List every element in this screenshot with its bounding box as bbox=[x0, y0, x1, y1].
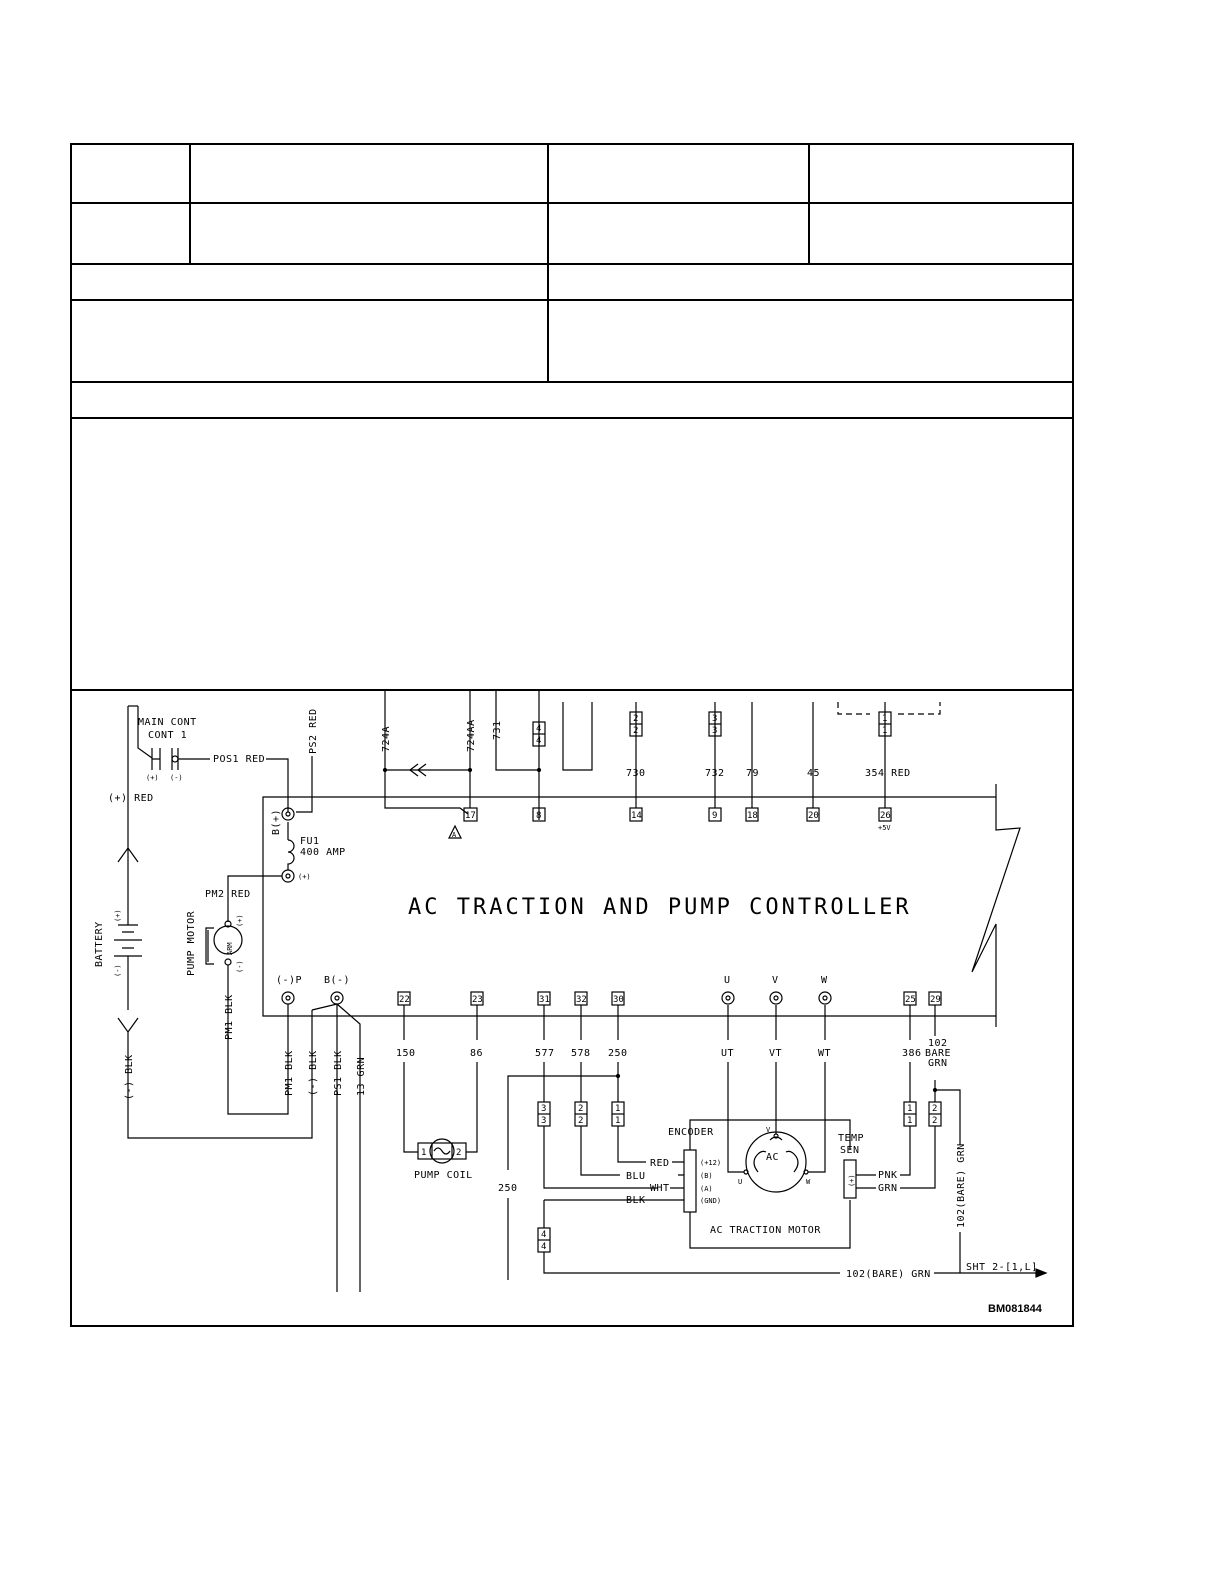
pump-motor-label: PUMP MOTOR bbox=[186, 910, 197, 976]
wire-neg-blk: (-) BLK bbox=[124, 1054, 135, 1100]
encoder-wire-wht: WHT bbox=[650, 1183, 670, 1194]
wire-ut: UT bbox=[721, 1048, 735, 1059]
fuse-rating: 400 AMP bbox=[300, 847, 346, 858]
wire-731: 731 bbox=[492, 720, 503, 740]
conn-t1-bottom: 1 bbox=[907, 1116, 913, 1126]
main-cont-pos: (+) bbox=[146, 774, 159, 782]
wire-pos-red: (+) RED bbox=[108, 793, 154, 804]
wire-386: 386 bbox=[902, 1048, 922, 1059]
wire-102-line3: GRN bbox=[928, 1058, 948, 1069]
conn-b1-bottom: 1 bbox=[615, 1116, 621, 1126]
pin-14: 14 bbox=[631, 811, 642, 821]
conn-t2-bottom: 2 bbox=[932, 1116, 938, 1126]
wiring-lines bbox=[114, 690, 1046, 1292]
terminal-b-plus: B(+) bbox=[271, 808, 282, 835]
temp-sensor-grn: GRN bbox=[878, 1183, 898, 1194]
encoder-pin-a: (A) bbox=[700, 1185, 713, 1193]
encoder-pin-12v: (+12) bbox=[700, 1159, 722, 1167]
pin-8: 8 bbox=[536, 811, 542, 821]
terminal-u: U bbox=[724, 975, 731, 986]
conn-b4-bottom: 4 bbox=[541, 1242, 547, 1252]
pin-20: 20 bbox=[808, 811, 819, 821]
temp-sensor-label1: TEMP bbox=[838, 1133, 865, 1144]
battery-label: BATTERY bbox=[94, 921, 105, 967]
pin-25: 25 bbox=[905, 995, 916, 1005]
pin-31: 31 bbox=[539, 995, 550, 1005]
conn-b2-top: 2 bbox=[578, 1104, 584, 1114]
motor-phase-w: W bbox=[806, 1178, 811, 1186]
encoder-label: ENCODER bbox=[668, 1127, 714, 1138]
pin-32: 32 bbox=[576, 995, 587, 1005]
motor-symbol-label: AC bbox=[766, 1152, 780, 1163]
main-cont-neg: (-) bbox=[170, 774, 183, 782]
pin-26: 26 bbox=[880, 811, 891, 821]
conn-t1-top: 1 bbox=[907, 1104, 913, 1114]
conn-1-bottom: 1 bbox=[882, 726, 888, 736]
sheet-reference: SHT 2-[1,L] bbox=[966, 1262, 1038, 1273]
pin-30: 30 bbox=[613, 995, 624, 1005]
terminal-v: V bbox=[772, 975, 779, 986]
pump-motor-pos: (+) bbox=[236, 914, 244, 927]
wire-102-bottom: 102(BARE) GRN bbox=[846, 1269, 931, 1280]
battery-pos: (+) bbox=[114, 909, 122, 922]
battery-neg-lead bbox=[118, 1010, 312, 1138]
pin-17: 17 bbox=[465, 811, 476, 821]
conn-2-bottom: 2 bbox=[633, 726, 639, 736]
conn-b3-bottom: 3 bbox=[541, 1116, 547, 1126]
conn-4-bottom: 4 bbox=[536, 736, 542, 746]
temp-sensor-sign: (+) bbox=[848, 1174, 856, 1187]
wire-13-grn: 13 GRN bbox=[356, 1056, 367, 1096]
wire-pos1-red: POS1 RED bbox=[213, 754, 266, 765]
wire-354-red: 354 RED bbox=[865, 768, 911, 779]
pin-22: 22 bbox=[399, 995, 410, 1005]
conn-1-top: 1 bbox=[882, 714, 888, 724]
figure-id: BM081844 bbox=[988, 1303, 1042, 1315]
encoder-wire-blu: BLU bbox=[626, 1171, 646, 1182]
motor-label: AC TRACTION MOTOR bbox=[710, 1225, 821, 1236]
wire-577: 577 bbox=[535, 1048, 555, 1059]
pump-coil-pin1: 1 bbox=[421, 1148, 427, 1158]
wire-732: 732 bbox=[705, 768, 725, 779]
conn-3-bottom: 3 bbox=[712, 726, 718, 736]
terminal-neg-p: (-)P bbox=[276, 975, 303, 986]
wire-250b: 250 bbox=[498, 1183, 518, 1194]
conn-2-top: 2 bbox=[633, 714, 639, 724]
terminal-plus: (+) bbox=[298, 873, 311, 881]
pin-29: 29 bbox=[930, 995, 941, 1005]
controller-title: AC TRACTION AND PUMP CONTROLLER bbox=[408, 895, 912, 920]
wire-250: 250 bbox=[608, 1048, 628, 1059]
wire-578: 578 bbox=[571, 1048, 591, 1059]
wire-86: 86 bbox=[470, 1048, 484, 1059]
encoder-wire-red: RED bbox=[650, 1158, 670, 1169]
conn-4-top: 4 bbox=[536, 724, 542, 734]
wire-pm1-blk-a: PM1 BLK bbox=[224, 994, 235, 1040]
pin-9: 9 bbox=[712, 811, 718, 821]
motor-phase-u: U bbox=[738, 1178, 743, 1186]
main-cont-sublabel: CONT 1 bbox=[148, 730, 188, 741]
wire-vt: VT bbox=[769, 1048, 783, 1059]
pin-18: 18 bbox=[747, 811, 758, 821]
pin-23: 23 bbox=[472, 995, 483, 1005]
wire-ps2-red: PS2 RED bbox=[308, 708, 319, 754]
conn-b4-top: 4 bbox=[541, 1230, 547, 1240]
wire-730: 730 bbox=[626, 768, 646, 779]
encoder-body bbox=[684, 1150, 696, 1212]
wire-102-vertical: 102(BARE) GRN bbox=[956, 1143, 967, 1228]
pump-coil-label: PUMP COIL bbox=[414, 1170, 473, 1181]
wire-150: 150 bbox=[396, 1048, 416, 1059]
wire-45: 45 bbox=[807, 768, 821, 779]
encoder-pin-b: (B) bbox=[700, 1172, 713, 1180]
pump-coil-pin2: 2 bbox=[456, 1148, 462, 1158]
terminal-plus5v: +5V bbox=[878, 824, 891, 832]
battery-pos-lead bbox=[118, 832, 138, 870]
ref-a: A bbox=[452, 831, 457, 839]
conn-3-top: 3 bbox=[712, 714, 718, 724]
battery-cells bbox=[114, 870, 142, 1010]
motor-phase-v: V bbox=[766, 1126, 771, 1134]
conn-b1-top: 1 bbox=[615, 1104, 621, 1114]
wire-724aa: 724AA bbox=[466, 719, 477, 752]
temp-sensor-pnk: PNK bbox=[878, 1170, 898, 1181]
battery-neg: (-) bbox=[114, 964, 122, 977]
conn-t2-top: 2 bbox=[932, 1104, 938, 1114]
fuse-symbol bbox=[288, 822, 294, 870]
wire-pm2-red: PM2 RED bbox=[205, 889, 251, 900]
fuse-label: FU1 bbox=[300, 836, 320, 847]
conn-b3-top: 3 bbox=[541, 1104, 547, 1114]
pump-motor-arm: ARM bbox=[226, 942, 234, 955]
pump-motor-neg: (-) bbox=[236, 960, 244, 973]
wire-102-line2: BARE bbox=[925, 1048, 952, 1059]
wire-724a: 724A bbox=[381, 725, 392, 752]
wire-neg-blk-b: (-) BLK bbox=[308, 1050, 319, 1096]
temp-sensor-label2: SEN bbox=[840, 1145, 860, 1156]
wire-ps1-blk: PS1 BLK bbox=[333, 1050, 344, 1096]
wire-pm1-blk-b: PM1 BLK bbox=[284, 1050, 295, 1096]
wire-wt: WT bbox=[818, 1048, 832, 1059]
encoder-pin-gnd: (GND) bbox=[700, 1197, 722, 1205]
break-symbol bbox=[972, 784, 1020, 1027]
main-cont-label: MAIN CONT bbox=[138, 717, 197, 728]
terminal-w: W bbox=[821, 975, 828, 986]
conn-b2-bottom: 2 bbox=[578, 1116, 584, 1126]
wire-102-line1: 102 bbox=[928, 1038, 948, 1049]
encoder-wire-blk: BLK bbox=[626, 1195, 646, 1206]
wire-79: 79 bbox=[746, 768, 760, 779]
terminal-b-neg: B(-) bbox=[324, 975, 351, 986]
